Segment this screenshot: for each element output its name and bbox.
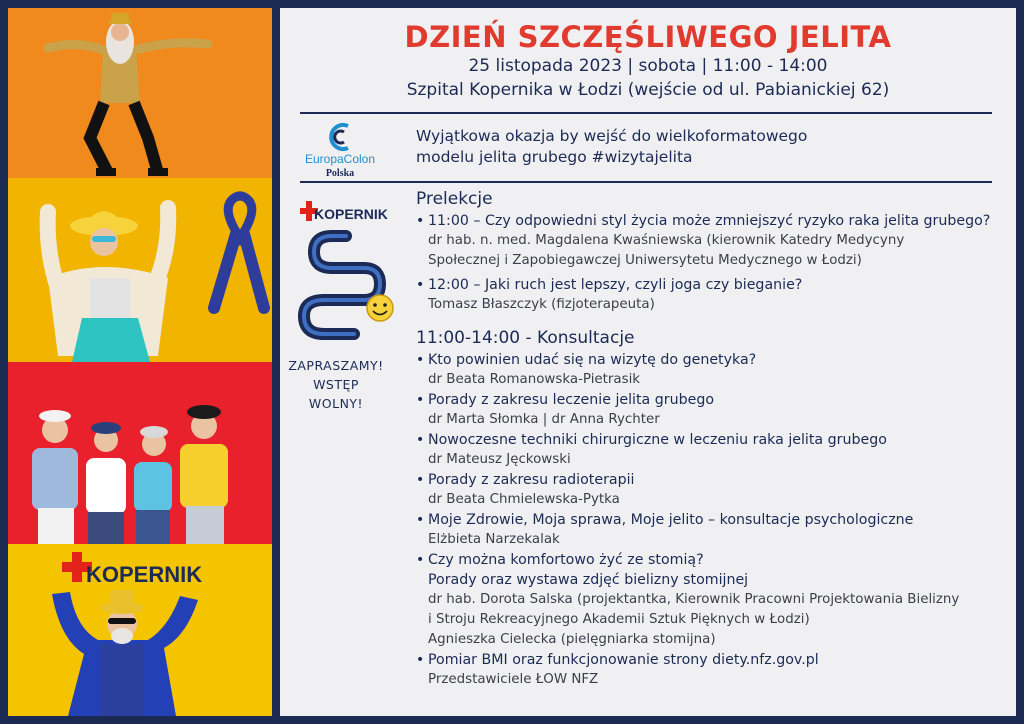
consultation-title: Porady z zakresu radioterapii [428, 472, 635, 488]
svg-text:EuropaColon: EuropaColon [304, 152, 376, 166]
divider-middle [300, 181, 992, 183]
consultation-title: Moje Zdrowie, Moja sprawa, Moje jelito – konsultacje psychologiczne [428, 512, 914, 528]
consultation-title: Nowoczesne techniki chirurgiczne w leczeniu raka jelita grubego [428, 432, 887, 448]
consultation-title: Porady z zakresu leczenie jelita grubego [428, 392, 715, 408]
lecture-item: • 11:00 – Czy odpowiedni styl życia może zmniejszyć ryzyko raka jelita grubego? dr hab. n. med. Magdalena Kwaśniewska (kierownik Katedry Medycyny Społecznej i Zapobiegawczej Uniwersytetu Medycznego w Łodzi) [416, 211, 1011, 271]
consultation-title: Pomiar BMI oraz funkcjonowanie strony diety.nfz.gov.pl [428, 652, 819, 668]
consultation-speaker: dr Beata Romanowska-Pietrasik [428, 372, 641, 387]
consultation-title: Kto powinien udać się na wizytę do genetyka? [428, 352, 757, 368]
consultation-item: • Nowoczesne techniki chirurgiczne w leczeniu raka jelita grubego dr Mateusz Jęckowski [416, 430, 1011, 470]
europacolon-description [416, 126, 976, 168]
description-line: Wyjątkowa okazja by wejść do wielkoformatowego [416, 127, 808, 145]
svg-text:KOPERNIK: KOPERNIK [86, 562, 203, 587]
event-date: 25 listopada 2023 | sobota | 11:00 - 14:00 [468, 56, 828, 76]
consultation-item: • Czy można komfortowo żyć ze stomią? Porady oraz wystawa zdjęć bielizny stomijnej dr hab. Dorota Salska (projektantka, Kierownik Pracowni Projektowania Bielizny i Stroju Rekreacyjnego Akademii Sztuk Pięknych w Łodzi) Agnieszka Cielecka (pielęgniarka stomijna) [416, 550, 1011, 650]
lecture-speaker: Tomasz Błaszczyk (fizjoterapeuta) [428, 297, 655, 312]
consultation-item: • Kto powinien udać się na wizytę do genetyka? dr Beata Romanowska-Pietrasik [416, 350, 1011, 390]
invite-text [284, 356, 388, 413]
kopernik-logo [300, 200, 390, 224]
invite-line: ZAPRASZAMY! [288, 358, 384, 373]
photo-dancing-man [8, 8, 272, 178]
lectures-list [416, 211, 1011, 319]
consultation-item: • Porady z zakresu radioterapii dr Beata Chmielewska-Pytka [416, 470, 1011, 510]
consultation-speaker: dr hab. Dorota Salska (projektantka, Kierownik Pracowni Projektowania Bielizny [428, 592, 960, 607]
description-line: modelu jelita grubego #wizytajelita [416, 148, 693, 166]
intestine-icon [294, 230, 398, 348]
lecture-title: 11:00 – Czy odpowiedni styl życia może zmniejszyć ryzyko raka jelita grubego? [428, 213, 991, 229]
consultation-speaker: dr Beata Chmielewska-Pytka [428, 492, 620, 507]
event-location: Szpital Kopernika w Łodzi (wejście od ul. Pabianickiej 62) [406, 80, 890, 100]
svg-text:Polska: Polska [325, 168, 355, 178]
consultation-speaker: Agnieszka Cielecka (pielęgniarka stomijna) [428, 632, 716, 647]
svg-text:KOPERNIK: KOPERNIK [314, 206, 388, 222]
event-info-panel [280, 8, 1016, 716]
consultation-item: • Pomiar BMI oraz funkcjonowanie strony diety.nfz.gov.pl Przedstawiciele ŁOW NFZ [416, 650, 1011, 690]
lecture-title: 12:00 – Jaki ruch jest lepszy, czyli joga czy bieganie? [428, 277, 803, 293]
smiley-icon [367, 295, 393, 321]
consultation-speaker: Elżbieta Narzekalak [428, 532, 560, 547]
consultation-item: • Moje Zdrowie, Moja sprawa, Moje jelito – konsultacje psychologiczne Elżbieta Narzekalak [416, 510, 1011, 550]
lectures-heading: Prelekcje [416, 189, 493, 209]
divider-top [300, 112, 992, 114]
consultations-heading: 11:00-14:00 - Konsultacje [416, 328, 635, 348]
consultation-title-line2: Porady oraz wystawa zdjęć bielizny stomijnej [428, 572, 749, 588]
europacolon-logo [298, 120, 382, 178]
consultation-item: • Porady z zakresu leczenie jelita grubego dr Marta Słomka | dr Anna Rychter [416, 390, 1011, 430]
consultations-list [416, 350, 1011, 690]
lecture-speaker: dr hab. n. med. Magdalena Kwaśniewska (kierownik Katedry Medycyny [428, 233, 905, 248]
consultation-speaker: dr Mateusz Jęckowski [428, 452, 571, 467]
consultation-speaker: dr Marta Słomka | dr Anna Rychter [428, 412, 660, 427]
photo-woman-hat [8, 178, 272, 362]
lecture-item: • 12:00 – Jaki ruch jest lepszy, czyli joga czy bieganie? Tomasz Błaszczyk (fizjoterapeuta) [416, 275, 1011, 315]
photo-group-friends [8, 362, 272, 544]
consultation-title: Czy można komfortowo żyć ze stomią? [428, 552, 704, 568]
consultation-speaker: Przedstawiciele ŁOW NFZ [428, 672, 599, 687]
event-title: DZIEŃ SZCZĘŚLIWEGO JELITA [404, 20, 892, 54]
lecture-speaker: Społecznej i Zapobiegawczej Uniwersytetu Medycznego w Łodzi) [428, 253, 862, 268]
photo-man-blue-coat [8, 544, 272, 716]
consultation-speaker: i Stroju Rekreacyjnego Akademii Sztuk Pięknych w Łodzi) [428, 612, 810, 627]
invite-line: WSTĘP WOLNY! [308, 377, 364, 411]
